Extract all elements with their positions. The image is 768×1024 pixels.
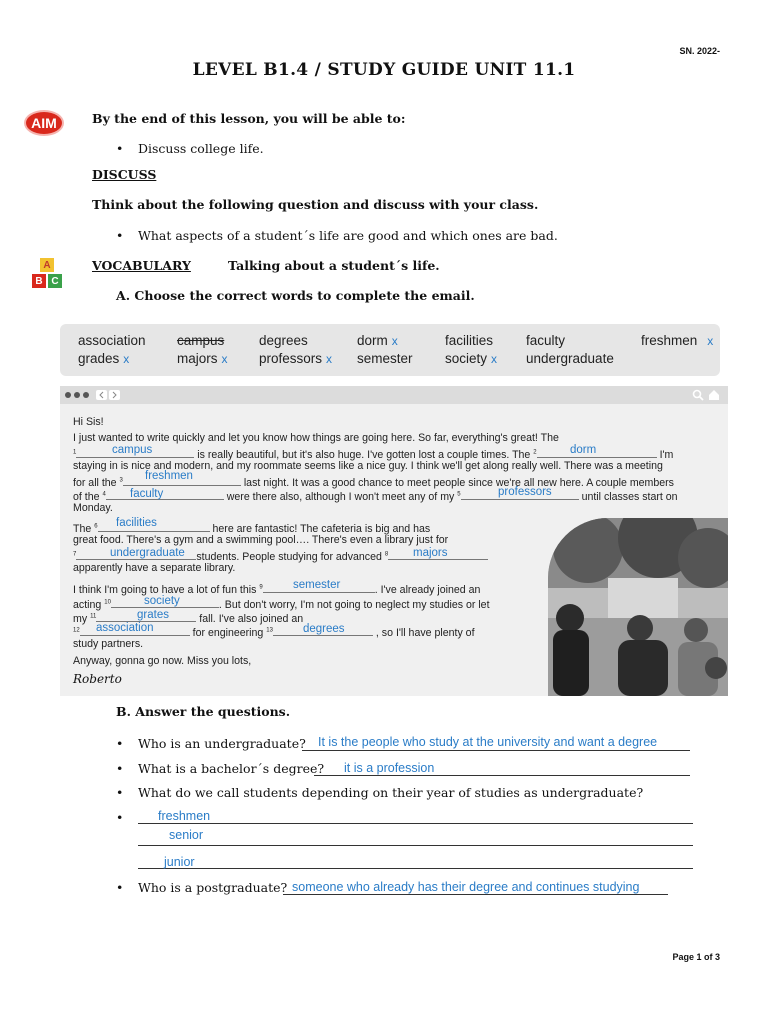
vocabulary-heading: VOCABULARY — [92, 258, 191, 273]
document-code: SN. 2022- — [679, 46, 720, 56]
search-icon — [692, 389, 704, 401]
answer-5: professors — [498, 486, 552, 498]
nav-arrows-icon — [96, 390, 120, 400]
vocabulary-subtitle: Talking about a student´s life. — [228, 258, 440, 273]
answer-3: freshmen — [145, 470, 193, 482]
question-2: • What is a bachelor´s degree? — [138, 761, 324, 776]
answer-q4: someone who already has their degree and continues studying — [292, 880, 640, 894]
word-professors: professors — [259, 351, 323, 366]
word-faculty: faculty — [526, 333, 566, 348]
word-freshmen: freshmen — [641, 333, 698, 348]
answer-12: association — [96, 622, 154, 634]
answer-2: dorm — [570, 444, 597, 456]
word-undergraduate: undergraduate — [526, 351, 614, 366]
word-dorm: dorm — [357, 333, 388, 348]
aim-logo-icon: AIM — [24, 110, 64, 136]
answer-1: campus — [112, 444, 153, 456]
discuss-question: • What aspects of a student´s life are good and which ones are bad. — [138, 228, 558, 243]
discuss-instruction: Think about the following question and discuss with your class. — [92, 197, 539, 212]
check-mark-icon: x — [707, 334, 714, 348]
page-number: Page 1 of 3 — [672, 952, 720, 962]
aim-goal: • Discuss college life. — [138, 141, 264, 156]
task-a-instruction: A. Choose the correct words to complete the email. — [116, 288, 475, 303]
word-society: society — [445, 351, 488, 366]
section-b-title: B. Answer the questions. — [116, 704, 291, 719]
answer-9: semester — [293, 579, 341, 591]
browser-bar — [60, 386, 728, 404]
home-icon — [708, 389, 720, 401]
answer-6: facilities — [116, 517, 157, 529]
aim-intro: By the end of this lesson, you will be able to: — [92, 111, 406, 126]
answer-4: faculty — [130, 488, 164, 500]
question-4: • Who is a postgraduate? — [138, 880, 287, 895]
word-facilities: facilities — [445, 333, 494, 348]
question-3: • What do we call students depending on their year of studies as undergraduate? — [138, 785, 643, 800]
answer-q2: it is a profession — [344, 761, 435, 775]
answer-10: society — [144, 595, 180, 607]
answer-13: degrees — [303, 623, 345, 635]
answer-q3-1: freshmen — [158, 809, 211, 823]
question-1: • Who is an undergraduate? — [138, 736, 306, 751]
word-association: association — [78, 333, 146, 348]
email-greeting: Hi Sis! — [73, 416, 104, 428]
word-grades: grades — [78, 351, 120, 366]
check-mark-icon: x — [123, 352, 130, 366]
word-majors: majors — [177, 351, 218, 366]
answer-8: majors — [413, 547, 448, 559]
students-photo — [548, 518, 728, 696]
answer-q3-3: junior — [164, 855, 195, 869]
answer-7: undergraduate — [110, 547, 185, 559]
abc-blocks-icon: A B C — [30, 258, 66, 292]
email-signature: Roberto — [73, 672, 122, 686]
word-degrees: degrees — [259, 333, 308, 348]
check-mark-icon: x — [391, 334, 398, 348]
answer-11: grates — [137, 609, 169, 621]
word-semester: semester — [357, 351, 413, 366]
answer-q3-2: senior — [169, 828, 204, 842]
page-title: LEVEL B1.4 / STUDY GUIDE UNIT 11.1 — [192, 60, 576, 80]
word-campus: campus — [177, 333, 225, 348]
answer-q1: It is the people who study at the university and want a degree — [318, 735, 658, 749]
word-bank — [60, 324, 720, 376]
bullet-icon: • — [116, 810, 124, 825]
check-mark-icon: x — [221, 352, 228, 366]
check-mark-icon: x — [326, 352, 333, 366]
discuss-heading: DISCUSS — [92, 167, 157, 182]
check-mark-icon: x — [491, 352, 498, 366]
